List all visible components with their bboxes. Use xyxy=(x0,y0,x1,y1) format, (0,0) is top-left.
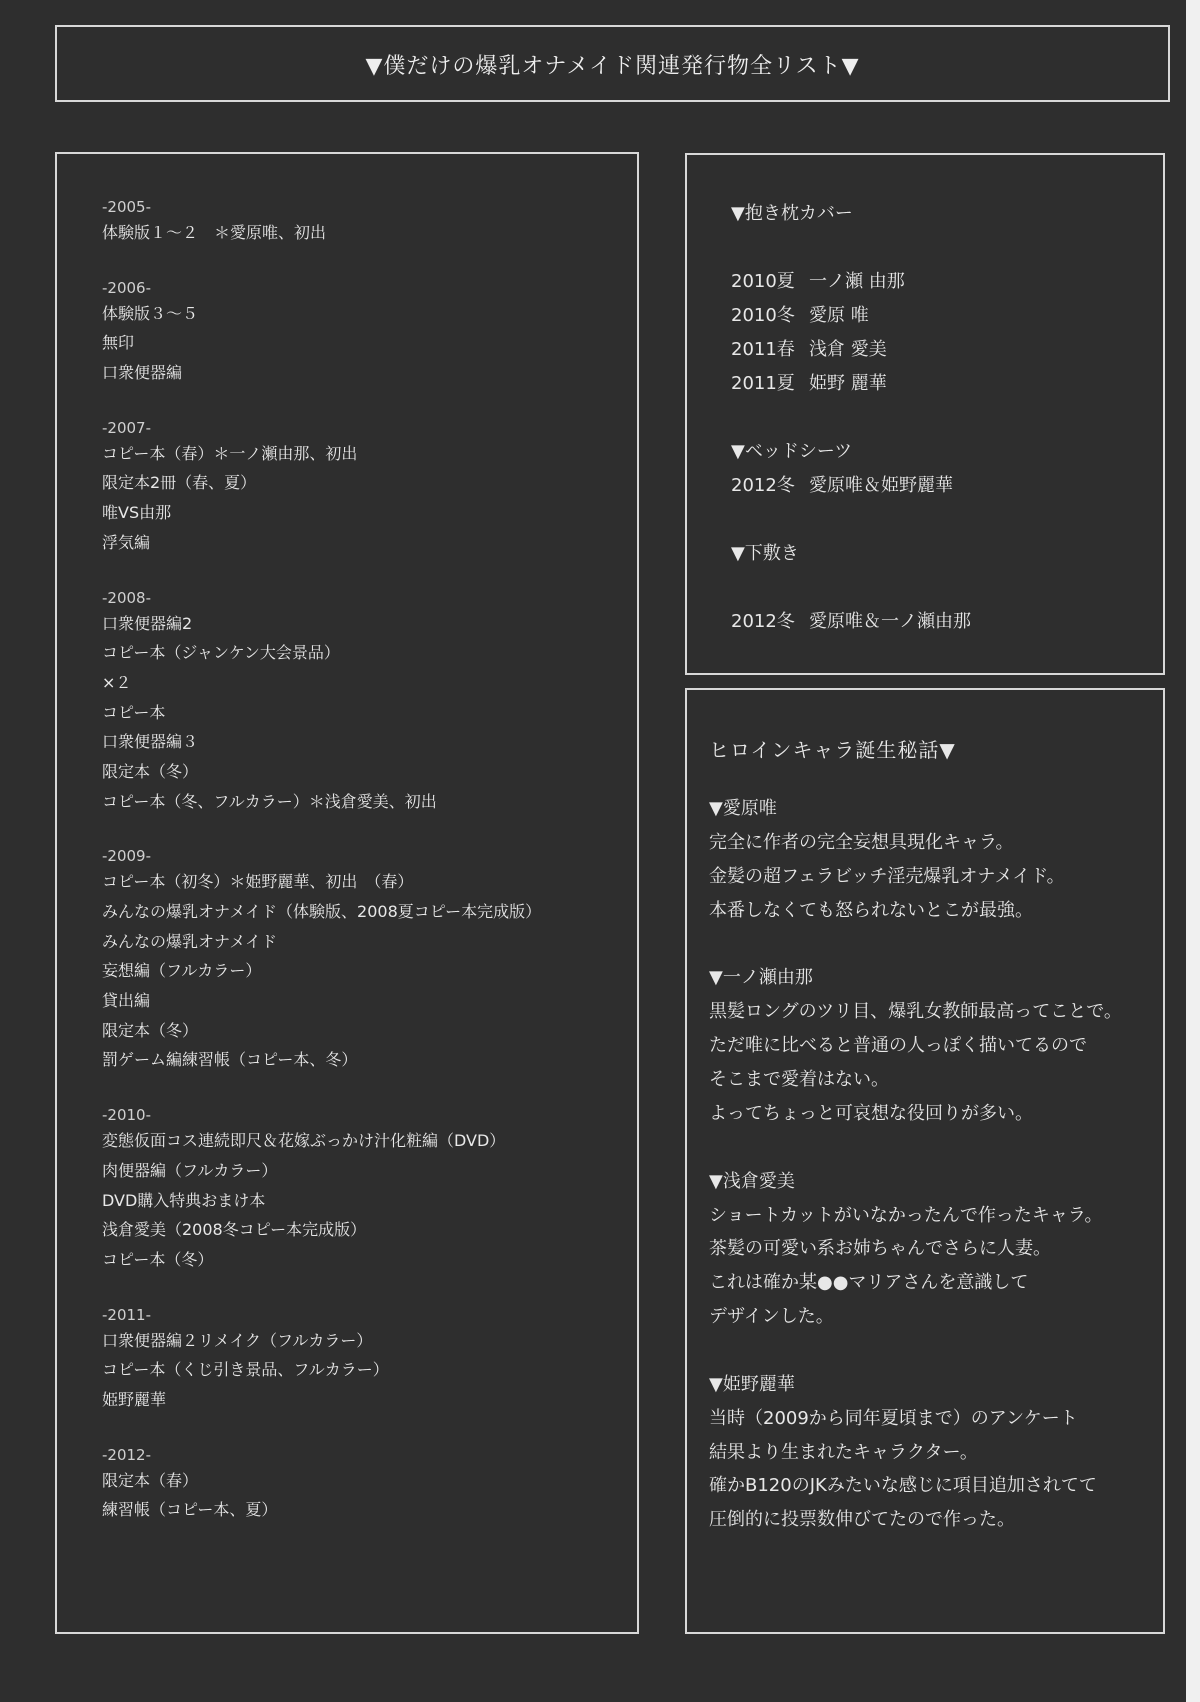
character-note-line: 本番しなくても怒られないとこが最強。 xyxy=(709,899,1033,921)
publication-item: コピー本（ジャンケン大会景品） xyxy=(102,643,340,663)
character-note-line: 茶髪の可愛い系お姉ちゃんでさらに人妻。 xyxy=(709,1238,1051,1260)
goods-character: 愛原唯＆姫野麗華 xyxy=(809,475,953,496)
publication-item: 限定本（冬） xyxy=(102,1020,199,1040)
year-heading: -2007- xyxy=(102,418,151,437)
publication-item: 妄想編（フルカラー） xyxy=(102,961,262,981)
publication-item: 体験版３～５ xyxy=(102,303,199,323)
character-note-line: 当時（2009から同年夏頃まで）のアンケート xyxy=(709,1407,1078,1429)
character-note-line: ショートカットがいなかったんで作ったキャラ。 xyxy=(709,1204,1103,1226)
publication-item: 限定本（春） xyxy=(102,1470,199,1490)
goods-row xyxy=(731,469,1153,503)
goods-box xyxy=(685,153,1165,675)
publication-item: 限定本（冬） xyxy=(102,761,199,781)
publication-list-box xyxy=(55,152,639,1634)
publication-list xyxy=(102,196,627,1525)
publication-item: DVD購入特典おまけ本 xyxy=(102,1190,266,1210)
goods-season: 2012冬 xyxy=(731,475,795,496)
pillow-heading: ▼抱き枕カバー xyxy=(731,203,853,224)
title-box xyxy=(55,25,1170,102)
character-note-line: 黒髪ロングのツリ目、爆乳女教師最高ってことで。 xyxy=(709,1001,1122,1023)
character-notes xyxy=(709,792,1155,1537)
publication-item: 無印 xyxy=(102,333,135,353)
year-heading: -2005- xyxy=(102,198,151,216)
publication-item: 体験版１～２ ＊愛原唯、初出 xyxy=(102,223,327,242)
goods-season: 2012冬 xyxy=(731,611,795,632)
year-heading: -2008- xyxy=(102,588,151,607)
publication-item: 浮気編 xyxy=(102,532,151,552)
publication-item: 口衆便器編2 xyxy=(102,613,193,633)
year-heading: -2011- xyxy=(102,1305,151,1324)
publication-item: 貸出編 xyxy=(102,991,151,1011)
goods-character: 姫野 麗華 xyxy=(809,373,887,394)
page-edge xyxy=(1186,0,1200,1702)
publication-item: コピー本（春）＊一ノ瀬由那、初出 xyxy=(102,443,358,463)
publication-item: みんなの爆乳オナメイド xyxy=(102,931,278,951)
goods-character: 浅倉 愛美 xyxy=(809,339,887,360)
publication-item: みんなの爆乳オナメイド（体験版、2008夏コピー本完成版） xyxy=(102,902,542,921)
publication-item: 口衆便器編３ xyxy=(102,732,199,752)
character-note-line: そこまで愛着はない。 xyxy=(709,1068,889,1090)
character-note-line: 圧倒的に投票数伸びてたので作った。 xyxy=(709,1509,1015,1531)
character-note-line: よってちょっと可哀想な役回りが多い。 xyxy=(709,1102,1033,1124)
goods-list xyxy=(731,197,1153,639)
year-heading: -2012- xyxy=(102,1445,151,1464)
goods-season: 2010冬 xyxy=(731,305,795,326)
publication-item: 肉便器編（フルカラー） xyxy=(102,1160,278,1180)
pad-heading: ▼下敷き xyxy=(731,543,799,564)
goods-row xyxy=(731,367,1153,401)
publication-item: コピー本（冬、フルカラー）＊浅倉愛美、初出 xyxy=(102,791,437,811)
publication-item: コピー本（くじ引き景品、フルカラー） xyxy=(102,1360,389,1380)
goods-character: 一ノ瀬 由那 xyxy=(809,271,905,292)
sheets-heading: ▼ベッドシーツ xyxy=(731,441,853,462)
publication-item: 口衆便器編 xyxy=(102,363,183,383)
goods-season: 2011春 xyxy=(731,339,795,360)
publication-item: 姫野麗華 xyxy=(102,1389,167,1409)
goods-character: 愛原唯＆一ノ瀬由那 xyxy=(809,611,971,632)
publication-item: 口衆便器編２リメイク（フルカラー） xyxy=(102,1330,373,1350)
goods-season: 2011夏 xyxy=(731,373,795,394)
goods-row xyxy=(731,333,1153,367)
publication-item: 練習帳（コピー本、夏） xyxy=(102,1500,278,1520)
goods-row xyxy=(731,605,1153,639)
character-name: ▼愛原唯 xyxy=(709,798,777,819)
pillow-rows xyxy=(731,265,1153,401)
year-heading: -2009- xyxy=(102,847,151,866)
publication-item: 限定本2冊（春、夏） xyxy=(102,473,257,493)
publication-item: 浅倉愛美（2008冬コピー本完成版） xyxy=(102,1220,367,1240)
publication-item: コピー本（冬） xyxy=(102,1249,214,1269)
publication-item: 変態仮面コス連続即尺＆花嫁ぶっかけ汁化粧編（DVD） xyxy=(102,1131,506,1151)
publication-item: コピー本 xyxy=(102,702,166,722)
character-name: ▼浅倉愛美 xyxy=(709,1170,795,1192)
goods-row xyxy=(731,299,1153,333)
character-note-line: 確かB120のJKみたいな感じに項目追加されてて xyxy=(709,1475,1097,1497)
heroine-secret-box xyxy=(685,688,1165,1634)
sheets-rows xyxy=(731,469,1153,503)
character-note-line: これは確か某●●マリアさんを意識して xyxy=(709,1272,1029,1294)
publication-item: コピー本（初冬）＊姫野麗華、初出 （春） xyxy=(102,872,414,892)
goods-character: 愛原 唯 xyxy=(809,305,869,326)
year-heading: -2010- xyxy=(102,1106,151,1125)
character-name: ▼姫野麗華 xyxy=(709,1373,795,1395)
heroine-secret xyxy=(709,730,1155,1537)
page-title: ▼僕だけの爆乳オナメイド関連発行物全リスト▼ xyxy=(365,54,860,79)
character-note-line: デザインした。 xyxy=(709,1305,834,1327)
character-note-line: 結果より生まれたキャラクター。 xyxy=(709,1441,978,1463)
character-name: ▼一ノ瀬由那 xyxy=(709,967,813,989)
goods-row xyxy=(731,265,1153,299)
character-note-line: 完全に作者の完全妄想具現化キャラ。 xyxy=(709,832,1014,853)
publication-item: 唯VS由那 xyxy=(102,503,172,523)
year-heading: -2006- xyxy=(102,278,151,297)
character-note-line: ただ唯に比べると普通の人っぽく描いてるので xyxy=(709,1035,1087,1057)
secret-heading: ヒロインキャラ誕生秘話▼ xyxy=(709,738,956,762)
goods-season: 2010夏 xyxy=(731,271,795,292)
pad-rows xyxy=(731,605,1153,639)
publication-item: 罰ゲーム編練習帳（コピー本、冬） xyxy=(102,1050,358,1070)
character-note-line: 金髪の超フェラビッチ淫売爆乳オナメイド。 xyxy=(709,865,1065,887)
publication-item: ×２ xyxy=(102,672,132,692)
